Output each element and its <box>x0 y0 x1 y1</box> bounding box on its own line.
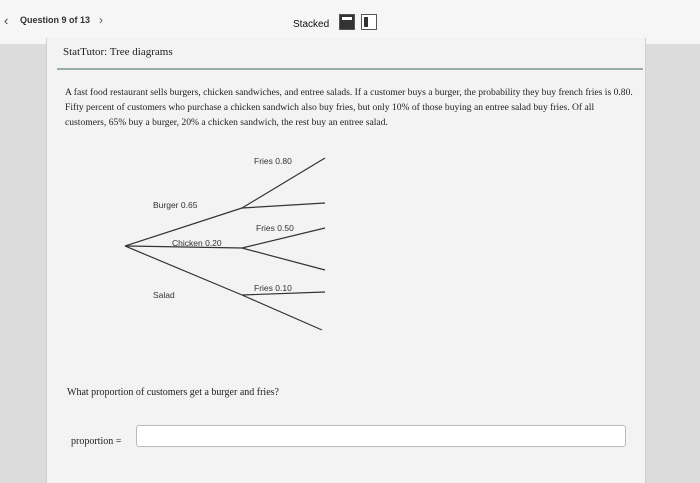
burger-nofries-branch <box>242 203 325 208</box>
question-panel <box>46 38 646 483</box>
burger-fries-label: Fries 0.80 <box>254 156 292 166</box>
salad-fries-label: Fries 0.10 <box>254 283 292 293</box>
single-view-button[interactable] <box>361 14 377 30</box>
question-text: What proportion of customers get a burger and fries? <box>67 387 279 398</box>
salad-nofries-branch <box>242 295 322 330</box>
proportion-label: proportion = <box>71 436 122 447</box>
view-mode-label: Stacked <box>293 19 330 30</box>
problem-text: A fast food restaurant sells burgers, chicken sandwiches, and entree salads. If a customer buys a burger, the probability they buy french fries is 0.80. Fifty percent of customers who purchase a chicken sandwich also buy fries, but only 10% of those buying an entree salad buy fries. Of all customers, 65% buy a burger, 20% a chicken sandwich, the rest buy an entree salad. <box>65 87 633 128</box>
chevron-left-icon[interactable]: ‹ <box>4 13 9 28</box>
question-counter: Question 9 of 13 <box>20 15 91 25</box>
burger-label: Burger 0.65 <box>153 200 198 210</box>
chevron-right-icon[interactable]: › <box>99 13 103 27</box>
problem-title: StatTutor: Tree diagrams <box>63 46 173 58</box>
chicken-label: Chicken 0.20 <box>172 238 222 248</box>
stacked-view-button[interactable] <box>339 14 355 30</box>
chicken-nofries-branch <box>242 248 325 270</box>
salad-branch <box>125 246 242 295</box>
chicken-fries-label: Fries 0.50 <box>256 223 294 233</box>
tree-diagram <box>47 38 645 483</box>
salad-label: Salad <box>153 290 175 300</box>
proportion-input[interactable] <box>136 425 626 447</box>
